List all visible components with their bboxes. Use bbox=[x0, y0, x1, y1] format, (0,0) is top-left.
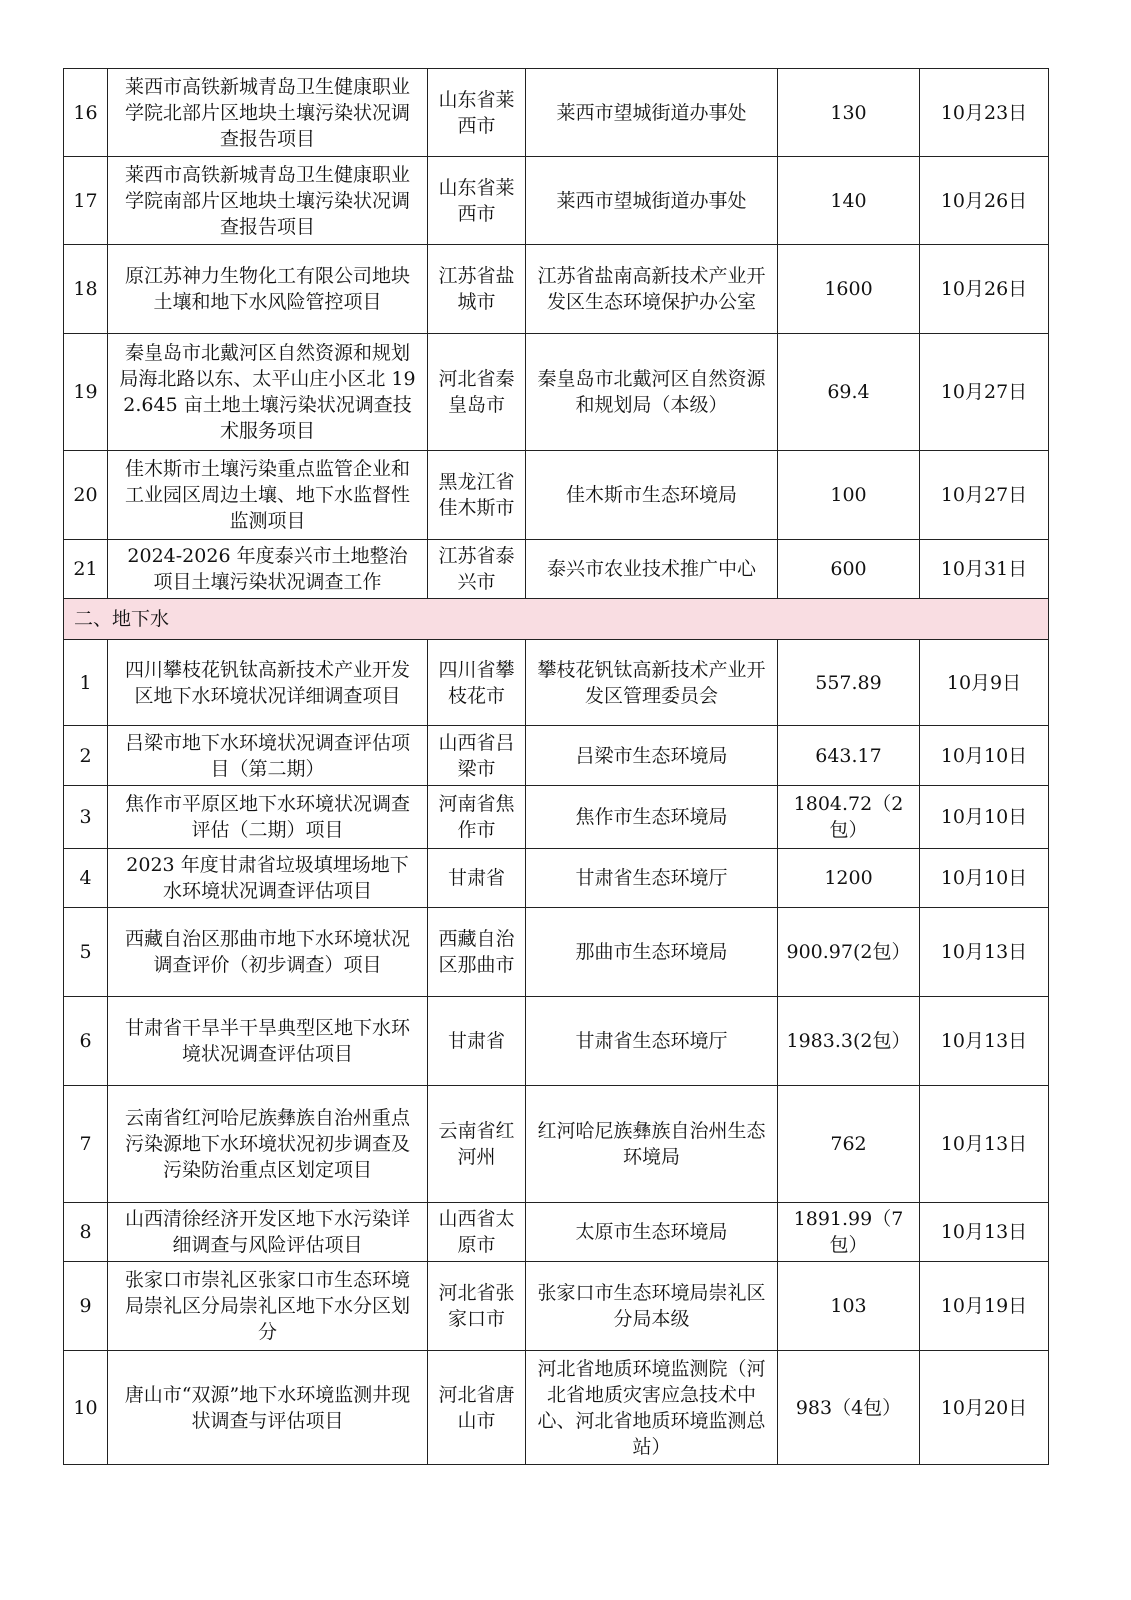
table-row bbox=[64, 908, 1049, 997]
budget-amount-cell: 600 bbox=[778, 540, 920, 599]
row-number-cell: 8 bbox=[64, 1203, 108, 1262]
table-row bbox=[64, 997, 1049, 1086]
region-cell: 山西省吕梁市 bbox=[428, 726, 526, 786]
project-name-cell: 张家口市崇礼区张家口市生态环境局崇礼区分局崇礼区地下水分区划分 bbox=[108, 1262, 428, 1351]
row-number-cell: 6 bbox=[64, 997, 108, 1086]
row-number-cell: 2 bbox=[64, 726, 108, 786]
table-row bbox=[64, 849, 1049, 908]
groundwater-section-header bbox=[64, 599, 1049, 640]
groundwater-section-body bbox=[64, 640, 1049, 1465]
budget-amount-cell: 69.4 bbox=[778, 334, 920, 451]
project-table bbox=[63, 68, 1049, 1465]
region-cell: 山东省莱西市 bbox=[428, 69, 526, 157]
soil-section-body bbox=[64, 69, 1049, 599]
region-cell: 西藏自治区那曲市 bbox=[428, 908, 526, 997]
project-name-cell: 四川攀枝花钒钛高新技术产业开发区地下水环境状况详细调查项目 bbox=[108, 640, 428, 726]
table-row bbox=[64, 334, 1049, 451]
date-cell: 10月26日 bbox=[920, 245, 1049, 334]
purchaser-cell: 河北省地质环境监测院（河北省地质灾害应急技术中心、河北省地质环境监测总站） bbox=[526, 1351, 778, 1465]
budget-amount-cell: 1804.72（2包） bbox=[778, 786, 920, 849]
budget-amount-cell: 1983.3(2包） bbox=[778, 997, 920, 1086]
project-name-cell: 莱西市高铁新城青岛卫生健康职业学院南部片区地块土壤污染状况调查报告项目 bbox=[108, 157, 428, 245]
budget-amount-cell: 643.17 bbox=[778, 726, 920, 786]
region-cell: 河南省焦作市 bbox=[428, 786, 526, 849]
project-name-cell: 秦皇岛市北戴河区自然资源和规划局海北路以东、太平山庄小区北 192.645 亩土地土壤污染状况调查技术服务项目 bbox=[108, 334, 428, 451]
row-number-cell: 1 bbox=[64, 640, 108, 726]
project-name-cell: 吕梁市地下水环境状况调查评估项目（第二期） bbox=[108, 726, 428, 786]
table-row bbox=[64, 451, 1049, 540]
date-cell: 10月20日 bbox=[920, 1351, 1049, 1465]
date-cell: 10月10日 bbox=[920, 786, 1049, 849]
date-cell: 10月13日 bbox=[920, 997, 1049, 1086]
date-cell: 10月19日 bbox=[920, 1262, 1049, 1351]
project-name-cell: 云南省红河哈尼族彝族自治州重点污染源地下水环境状况初步调查及污染防治重点区划定项目 bbox=[108, 1086, 428, 1203]
table-row bbox=[64, 726, 1049, 786]
project-name-cell: 西藏自治区那曲市地下水环境状况调查评价（初步调查）项目 bbox=[108, 908, 428, 997]
date-cell: 10月10日 bbox=[920, 849, 1049, 908]
date-cell: 10月26日 bbox=[920, 157, 1049, 245]
date-cell: 10月31日 bbox=[920, 540, 1049, 599]
region-cell: 甘肃省 bbox=[428, 997, 526, 1086]
region-cell: 甘肃省 bbox=[428, 849, 526, 908]
project-name-cell: 唐山市“双源”地下水环境监测井现状调查与评估项目 bbox=[108, 1351, 428, 1465]
table-row bbox=[64, 540, 1049, 599]
row-number-cell: 21 bbox=[64, 540, 108, 599]
purchaser-cell: 莱西市望城街道办事处 bbox=[526, 69, 778, 157]
region-cell: 黑龙江省佳木斯市 bbox=[428, 451, 526, 540]
row-number-cell: 7 bbox=[64, 1086, 108, 1203]
project-name-cell: 甘肃省干旱半干旱典型区地下水环境状况调查评估项目 bbox=[108, 997, 428, 1086]
purchaser-cell: 泰兴市农业技术推广中心 bbox=[526, 540, 778, 599]
date-cell: 10月27日 bbox=[920, 334, 1049, 451]
purchaser-cell: 甘肃省生态环境厅 bbox=[526, 849, 778, 908]
purchaser-cell: 甘肃省生态环境厅 bbox=[526, 997, 778, 1086]
budget-amount-cell: 557.89 bbox=[778, 640, 920, 726]
purchaser-cell: 太原市生态环境局 bbox=[526, 1203, 778, 1262]
table-row bbox=[64, 1351, 1049, 1465]
table-row bbox=[64, 1086, 1049, 1203]
row-number-cell: 4 bbox=[64, 849, 108, 908]
purchaser-cell: 焦作市生态环境局 bbox=[526, 786, 778, 849]
purchaser-cell: 红河哈尼族彝族自治州生态环境局 bbox=[526, 1086, 778, 1203]
budget-amount-cell: 900.97(2包） bbox=[778, 908, 920, 997]
date-cell: 10月13日 bbox=[920, 1086, 1049, 1203]
table-row bbox=[64, 245, 1049, 334]
project-name-cell: 原江苏神力生物化工有限公司地块土壤和地下水风险管控项目 bbox=[108, 245, 428, 334]
region-cell: 山西省太原市 bbox=[428, 1203, 526, 1262]
purchaser-cell: 张家口市生态环境局崇礼区分局本级 bbox=[526, 1262, 778, 1351]
budget-amount-cell: 103 bbox=[778, 1262, 920, 1351]
row-number-cell: 19 bbox=[64, 334, 108, 451]
row-number-cell: 17 bbox=[64, 157, 108, 245]
region-cell: 云南省红河州 bbox=[428, 1086, 526, 1203]
table-row bbox=[64, 157, 1049, 245]
purchaser-cell: 佳木斯市生态环境局 bbox=[526, 451, 778, 540]
row-number-cell: 3 bbox=[64, 786, 108, 849]
date-cell: 10月23日 bbox=[920, 69, 1049, 157]
table-row bbox=[64, 640, 1049, 726]
date-cell: 10月9日 bbox=[920, 640, 1049, 726]
purchaser-cell: 那曲市生态环境局 bbox=[526, 908, 778, 997]
budget-amount-cell: 140 bbox=[778, 157, 920, 245]
region-cell: 河北省秦皇岛市 bbox=[428, 334, 526, 451]
row-number-cell: 9 bbox=[64, 1262, 108, 1351]
purchaser-cell: 吕梁市生态环境局 bbox=[526, 726, 778, 786]
section-header-groundwater: 二、地下水 bbox=[64, 599, 1049, 640]
row-number-cell: 16 bbox=[64, 69, 108, 157]
table-row bbox=[64, 1262, 1049, 1351]
region-cell: 河北省唐山市 bbox=[428, 1351, 526, 1465]
project-name-cell: 佳木斯市土壤污染重点监管企业和工业园区周边土壤、地下水监督性监测项目 bbox=[108, 451, 428, 540]
purchaser-cell: 莱西市望城街道办事处 bbox=[526, 157, 778, 245]
row-number-cell: 18 bbox=[64, 245, 108, 334]
budget-amount-cell: 1200 bbox=[778, 849, 920, 908]
region-cell: 河北省张家口市 bbox=[428, 1262, 526, 1351]
budget-amount-cell: 762 bbox=[778, 1086, 920, 1203]
date-cell: 10月13日 bbox=[920, 1203, 1049, 1262]
row-number-cell: 20 bbox=[64, 451, 108, 540]
purchaser-cell: 攀枝花钒钛高新技术产业开发区管理委员会 bbox=[526, 640, 778, 726]
date-cell: 10月13日 bbox=[920, 908, 1049, 997]
budget-amount-cell: 130 bbox=[778, 69, 920, 157]
budget-amount-cell: 1600 bbox=[778, 245, 920, 334]
region-cell: 江苏省泰兴市 bbox=[428, 540, 526, 599]
project-name-cell: 2024-2026 年度泰兴市土地整治项目土壤污染状况调查工作 bbox=[108, 540, 428, 599]
date-cell: 10月27日 bbox=[920, 451, 1049, 540]
purchaser-cell: 秦皇岛市北戴河区自然资源和规划局（本级） bbox=[526, 334, 778, 451]
table-row bbox=[64, 69, 1049, 157]
purchaser-cell: 江苏省盐南高新技术产业开发区生态环境保护办公室 bbox=[526, 245, 778, 334]
region-cell: 四川省攀枝花市 bbox=[428, 640, 526, 726]
budget-amount-cell: 100 bbox=[778, 451, 920, 540]
region-cell: 山东省莱西市 bbox=[428, 157, 526, 245]
table-row bbox=[64, 786, 1049, 849]
budget-amount-cell: 1891.99（7包） bbox=[778, 1203, 920, 1262]
budget-amount-cell: 983（4包） bbox=[778, 1351, 920, 1465]
project-name-cell: 莱西市高铁新城青岛卫生健康职业学院北部片区地块土壤污染状况调查报告项目 bbox=[108, 69, 428, 157]
row-number-cell: 5 bbox=[64, 908, 108, 997]
project-name-cell: 2023 年度甘肃省垃圾填埋场地下水环境状况调查评估项目 bbox=[108, 849, 428, 908]
row-number-cell: 10 bbox=[64, 1351, 108, 1465]
region-cell: 江苏省盐城市 bbox=[428, 245, 526, 334]
project-name-cell: 焦作市平原区地下水环境状况调查评估（二期）项目 bbox=[108, 786, 428, 849]
project-name-cell: 山西清徐经济开发区地下水污染详细调查与风险评估项目 bbox=[108, 1203, 428, 1262]
date-cell: 10月10日 bbox=[920, 726, 1049, 786]
table-row bbox=[64, 1203, 1049, 1262]
